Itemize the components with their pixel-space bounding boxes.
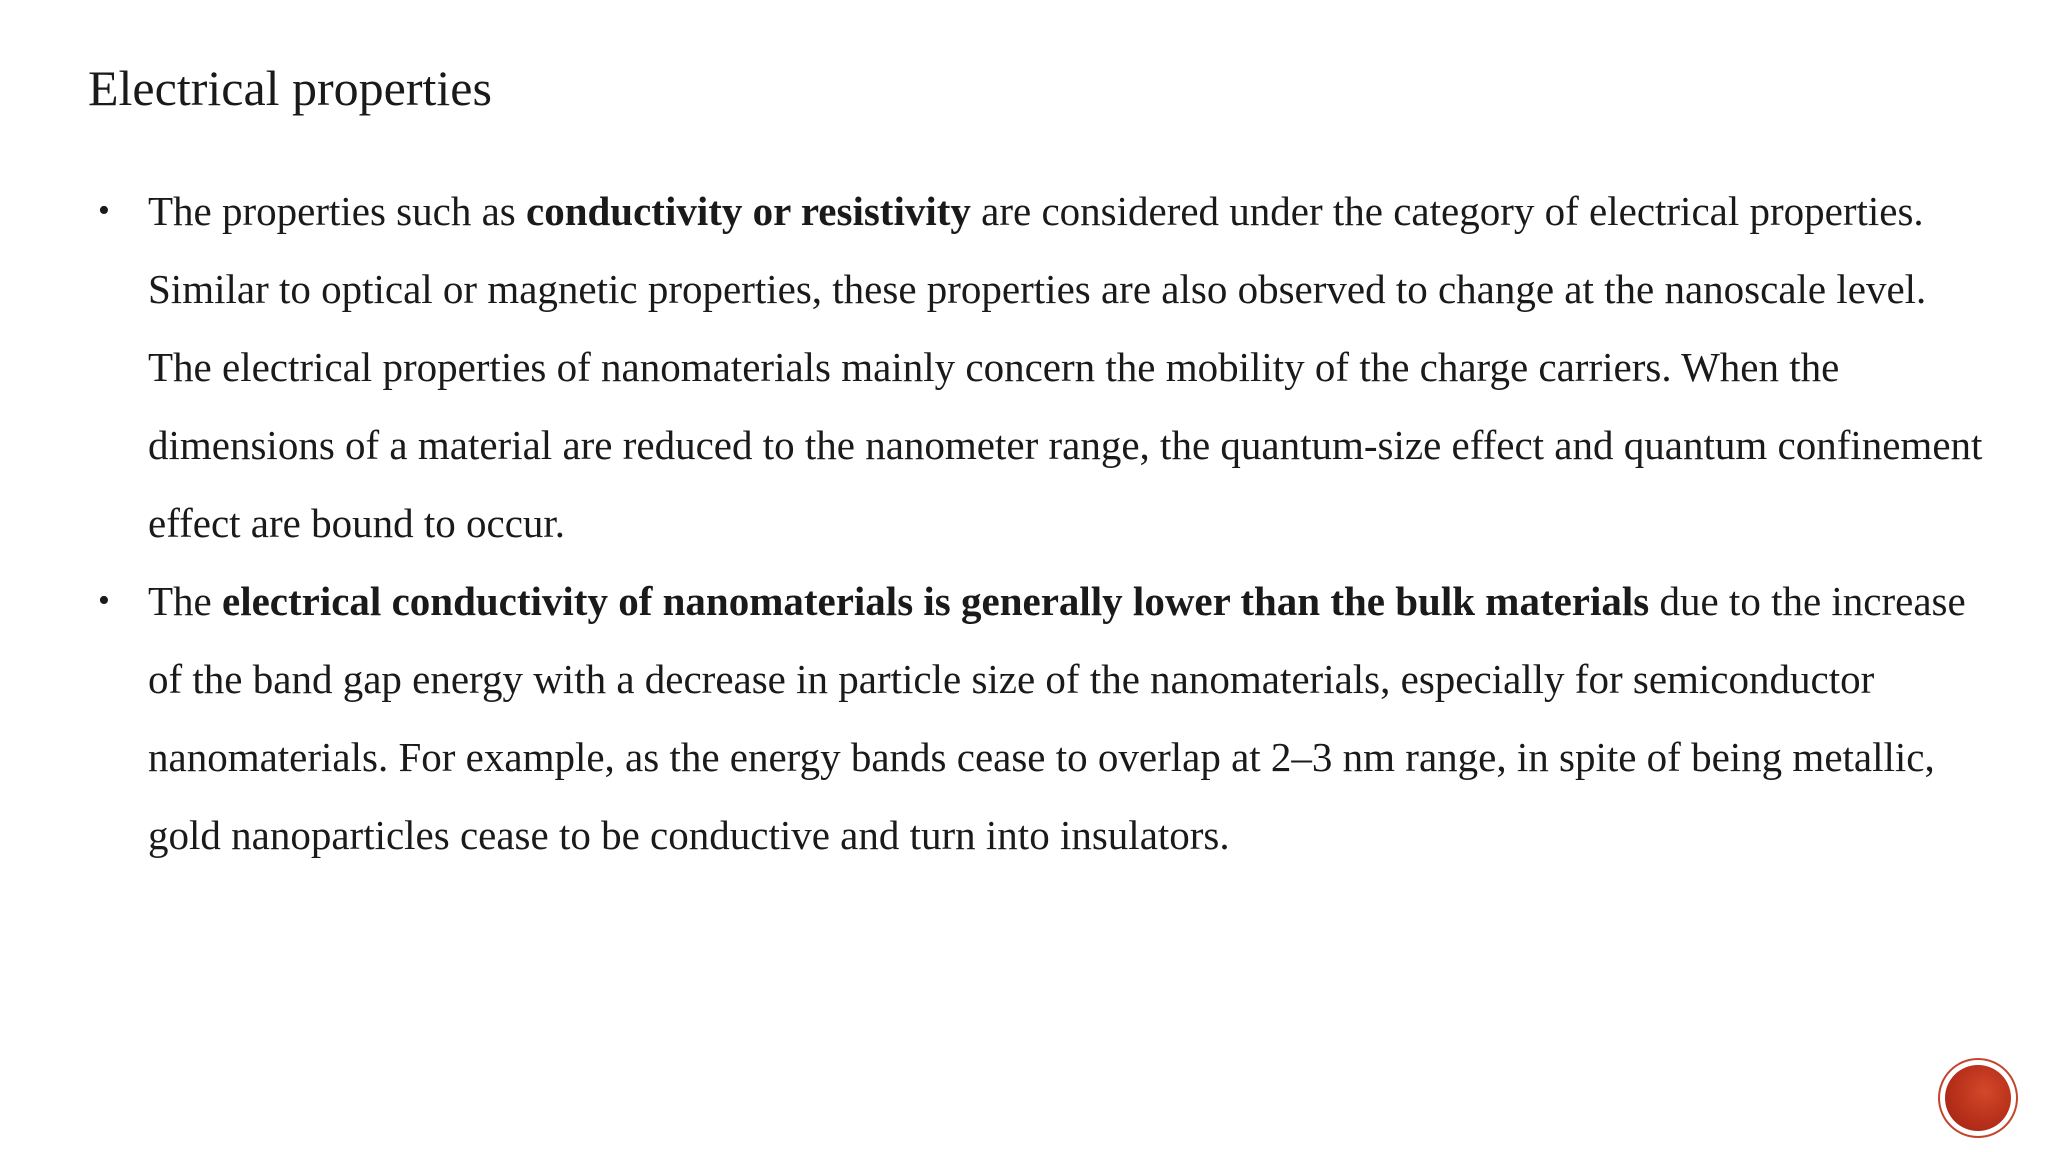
bullet-list <box>96 172 1996 874</box>
bullet-dot-icon: • <box>98 582 110 619</box>
slide-title: Electrical properties <box>88 60 492 116</box>
bullet-text-bold: conductivity or resistivity <box>526 188 971 234</box>
bullet-text-bold: electrical conductivity of nanomaterials is generally lower than the bulk materials <box>222 578 1650 624</box>
bullet-dot-icon: • <box>98 192 110 229</box>
bullet-text-pre: The properties such as <box>148 188 526 234</box>
slide-nav-button[interactable] <box>1940 1060 2016 1136</box>
bullet-item <box>96 562 1996 874</box>
bullet-text <box>148 188 1982 546</box>
bullet-text <box>148 578 1966 858</box>
bullet-text-post: due to the increase of the band gap energy with a decrease in particle size of the nanomaterials, especially for semiconductor nanomaterials. For example, as the energy bands cease to overlap at 2–3 nm range, in spite of being metallic, gold nanoparticles cease to be conductive and turn into insulators. <box>148 578 1966 858</box>
bullet-text-post: are considered under the category of electrical properties. Similar to optical or magnetic properties, these properties are also observed to change at the nanoscale level. The electrical properties of nanomaterials mainly concern the mobility of the charge carriers. When the dimensions of a material are reduced to the nanometer range, the quantum-size effect and quantum confinement effect are bound to occur. <box>148 188 1983 546</box>
bullet-text-pre: The <box>148 578 222 624</box>
slide-nav-circle-icon <box>1945 1065 2011 1131</box>
bullet-item <box>96 172 1996 562</box>
